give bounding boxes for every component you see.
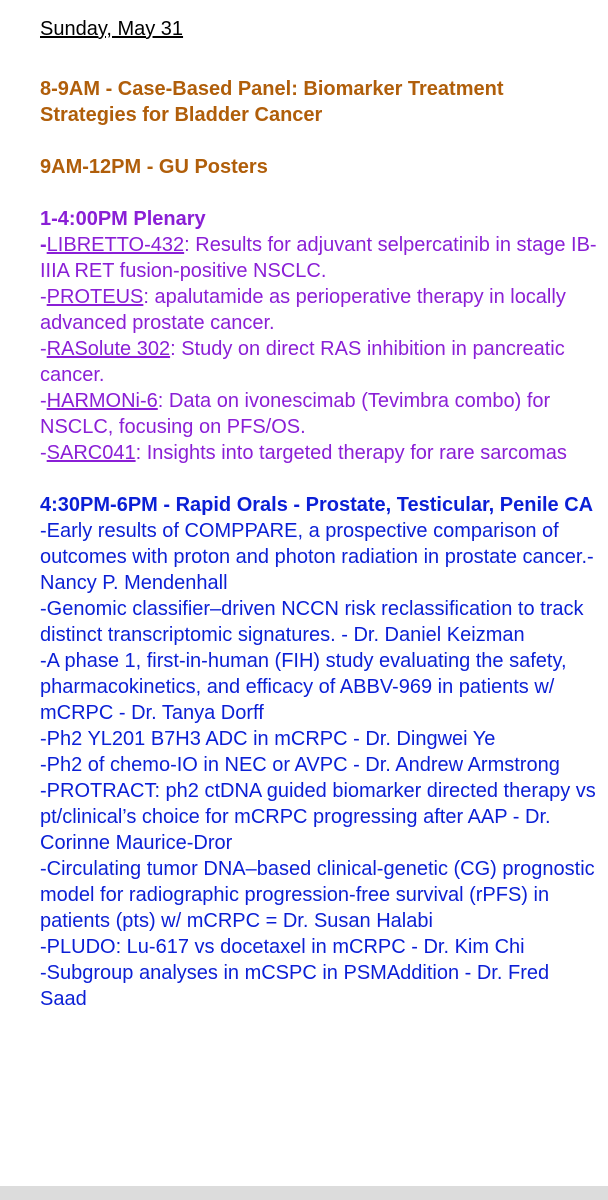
plenary-item-text: : Insights into targeted therapy for rare sarcomas	[135, 442, 567, 464]
session-posters-title: 9AM-12PM - GU Posters	[40, 156, 268, 178]
session-rapid-orals	[40, 492, 598, 1012]
rapid-orals-item: -Early results of COMPPARE, a prospective comparison of outcomes with proton and photon radiation in prostate cancer.- Nancy P. Mendenhall	[40, 520, 594, 594]
plenary-item	[40, 336, 598, 388]
rapid-orals-item: -A phase 1, first-in-human (FIH) study evaluating the safety, pharmacokinetics, and efficacy of ABBV-969 in patients w/ mCRPC - Dr. Tanya Dorff	[40, 650, 567, 724]
date-heading: Sunday, May 31	[40, 18, 184, 40]
rapid-orals-item: -Subgroup analyses in mCSPC in PSMAddition - Dr. Fred Saad	[40, 962, 550, 1010]
session-panel-title: 8-9AM - Case-Based Panel: Biomarker Treatment Strategies for Bladder Cancer	[40, 78, 504, 126]
item-dash: -	[40, 442, 47, 464]
bottom-bar	[0, 1186, 608, 1200]
session-plenary	[40, 206, 598, 466]
item-dash: -	[40, 286, 47, 308]
plenary-list	[40, 232, 598, 466]
plenary-item	[40, 388, 598, 440]
plenary-item	[40, 284, 598, 336]
session-plenary-title: 1-4:00PM Plenary	[40, 208, 206, 230]
rapid-orals-item: -PROTRACT: ph2 ctDNA guided biomarker directed therapy vs pt/clinical’s choice for mCRPC progressing after AAP - Dr. Corinne Maurice-Dror	[40, 780, 596, 854]
study-link-harmoni-6[interactable]: HARMONi-6	[46, 390, 158, 412]
session-panel	[40, 76, 598, 128]
rapid-orals-list	[40, 518, 598, 1012]
study-link-proteus[interactable]: PROTEUS	[46, 286, 144, 308]
rapid-orals-item: -PLUDO: Lu-617 vs docetaxel in mCRPC - Dr. Kim Chi	[40, 936, 525, 958]
plenary-item-text: : Study on direct RAS inhibition in pancreatic cancer.	[40, 338, 565, 386]
plenary-item-text: : apalutamide as perioperative therapy in locally advanced prostate cancer.	[40, 286, 566, 334]
session-posters	[40, 154, 598, 180]
study-link-sarc041[interactable]: SARC041	[46, 442, 136, 464]
rapid-orals-item: -Ph2 of chemo-IO in NEC or AVPC - Dr. Andrew Armstrong	[40, 754, 560, 776]
study-link-rasolute-302[interactable]: RASolute 302	[46, 338, 171, 360]
plenary-item-text: : Results for adjuvant selpercatinib in stage IB-IIIA RET fusion-positive NSCLC.	[40, 234, 597, 282]
rapid-orals-item: -Ph2 YL201 B7H3 ADC in mCRPC - Dr. Dingwei Ye	[40, 728, 496, 750]
item-dash: -	[40, 338, 47, 360]
session-rapid-orals-title: 4:30PM-6PM - Rapid Orals - Prostate, Testicular, Penile CA	[40, 494, 594, 516]
rapid-orals-item: -Circulating tumor DNA–based clinical-genetic (CG) prognostic model for radiographic progression-free survival (rPFS) in patients (pts) w/ mCRPC = Dr. Susan Halabi	[40, 858, 595, 932]
plenary-item-text: : Data on ivonescimab (Tevimbra combo) for NSCLC, focusing on PFS/OS.	[40, 390, 551, 438]
plenary-item	[40, 232, 598, 284]
study-link-libretto-432[interactable]: LIBRETTO-432	[46, 234, 185, 256]
plenary-item	[40, 440, 598, 466]
item-dash: -	[40, 390, 47, 412]
rapid-orals-item: -Genomic classifier–driven NCCN risk reclassification to track distinct transcriptomic signatures. - Dr. Daniel Keizman	[40, 598, 584, 646]
item-dash: -	[40, 234, 47, 256]
